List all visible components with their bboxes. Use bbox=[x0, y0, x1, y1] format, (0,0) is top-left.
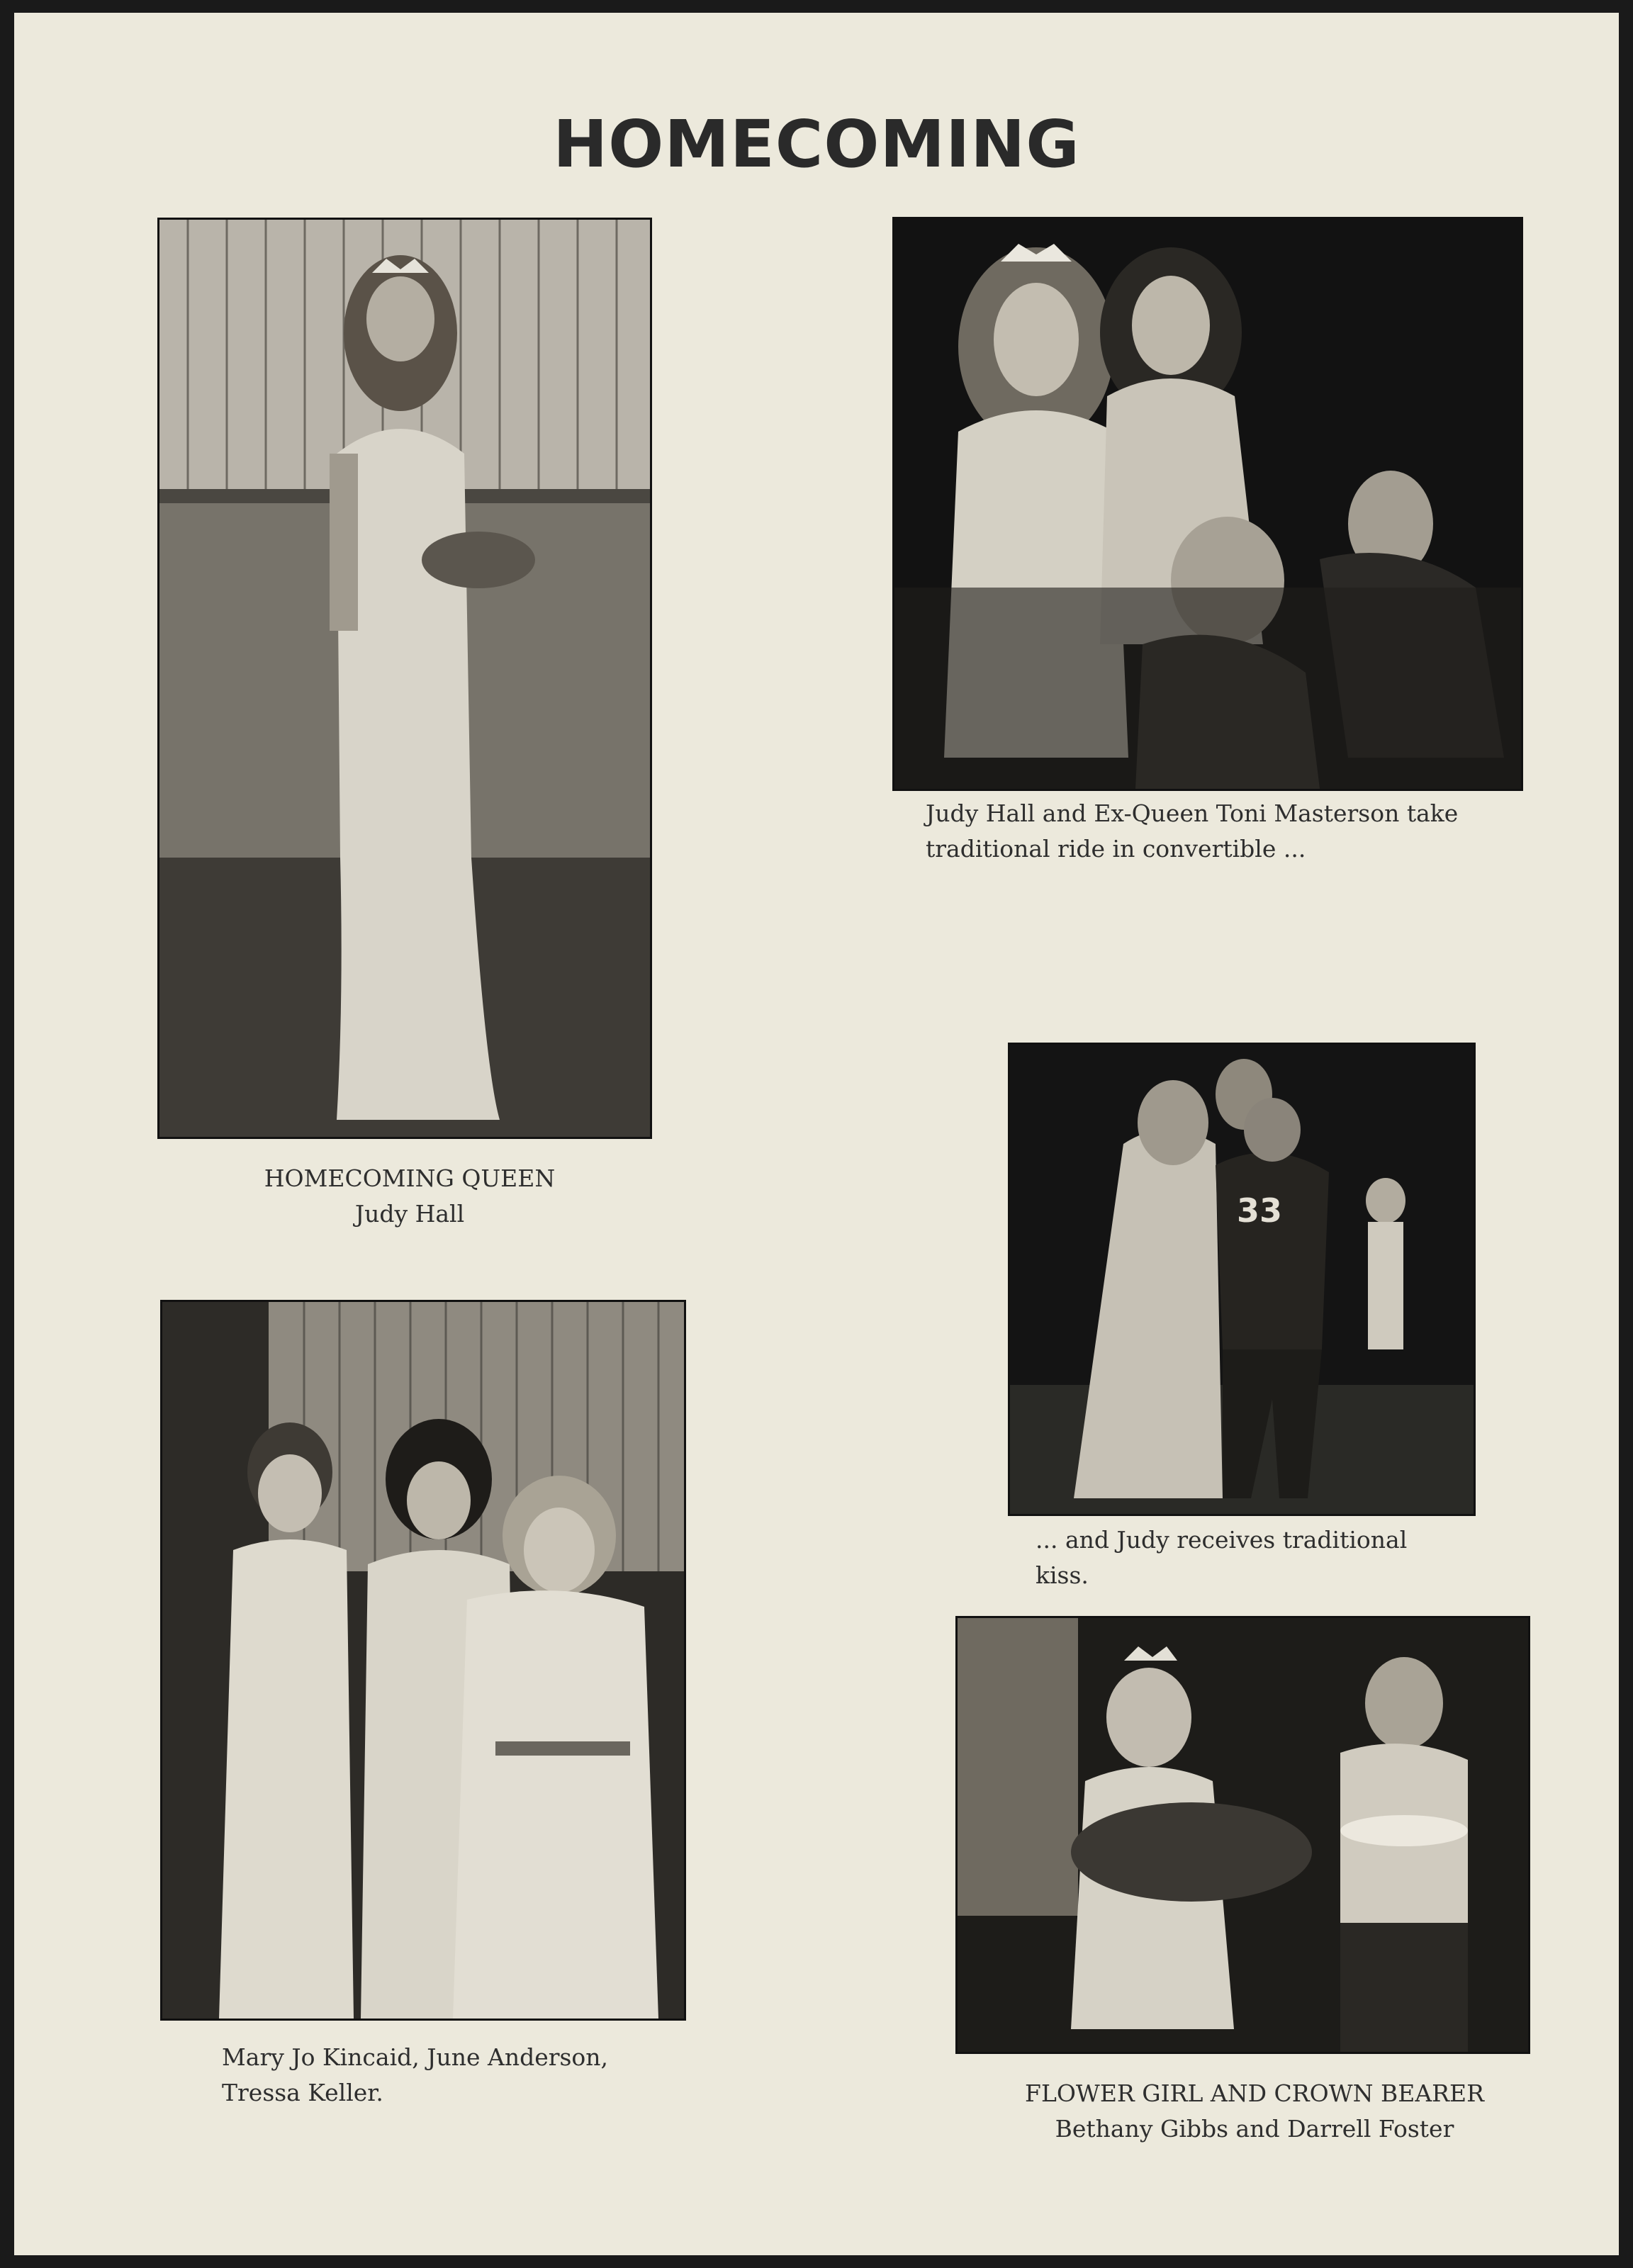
convertible-photo bbox=[892, 217, 1523, 791]
attendants-photo bbox=[160, 1300, 686, 2021]
page-title: HOMECOMING bbox=[553, 106, 1080, 182]
attendants-caption-line1: Mary Jo Kincaid, June Anderson, bbox=[222, 2043, 609, 2071]
convertible-caption-line2: traditional ride in convertible ... bbox=[926, 835, 1306, 863]
queen-caption-line1: HOMECOMING QUEEN bbox=[264, 1164, 556, 1192]
jersey-number: 33 bbox=[1237, 1191, 1283, 1230]
kiss-caption-line1: ... and Judy receives traditional bbox=[1036, 1526, 1408, 1554]
convertible-caption bbox=[926, 796, 1535, 867]
convertible-caption-line1: Judy Hall and Ex-Queen Toni Masterson take bbox=[926, 799, 1459, 827]
kiss-photo bbox=[1008, 1043, 1476, 1516]
kiss-caption-line2: kiss. bbox=[1036, 1561, 1089, 1589]
flower-girl-caption bbox=[978, 2076, 1531, 2147]
attendants-caption-line2: Tressa Keller. bbox=[222, 2079, 383, 2106]
queen-caption bbox=[190, 1161, 629, 1232]
attendants-caption bbox=[222, 2040, 675, 2111]
queen-photo bbox=[157, 218, 652, 1139]
flower-girl-photo bbox=[955, 1616, 1530, 2054]
queen-caption-line2: Judy Hall bbox=[354, 1200, 465, 1228]
kiss-caption bbox=[1036, 1522, 1489, 1593]
flower-girl-caption-line2: Bethany Gibbs and Darrell Foster bbox=[1055, 2115, 1454, 2143]
flower-girl-caption-line1: FLOWER GIRL AND CROWN BEARER bbox=[1025, 2079, 1484, 2107]
